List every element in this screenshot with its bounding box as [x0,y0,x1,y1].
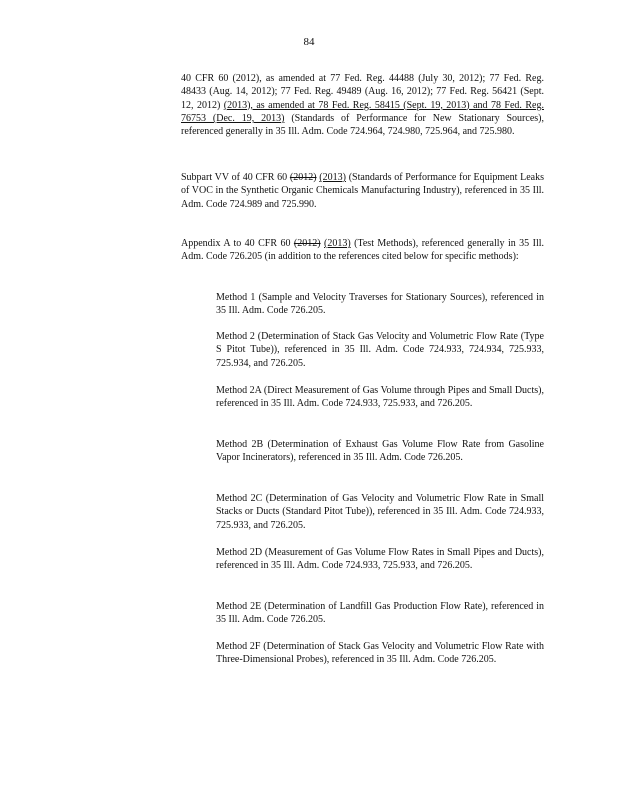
paragraph-text: Appendix A to 40 CFR 60 [181,238,294,249]
method-1-entry: Method 1 (Sample and Velocity Traverses for Stationary Sources), referenced in 35 Ill. Adm. Code 726.205. [216,292,544,317]
inserted-text: (2013) [324,238,351,249]
inserted-text: (2013), as amended at 78 Fed. Reg. 58415 (Sept. 19, 2013) and 78 Fed. Reg. 76753 (Dec. 19, 2013) [181,99,544,124]
inserted-text: (2013) [319,172,346,183]
paragraph-text: (Test Methods), referenced generally in 35 Ill. Adm. Code 726.205 (in addition to the references cited below for specific methods): [181,238,545,263]
paragraph-text: (Standards of Performance for Equipment Leaks of VOC in the Synthetic Organic Chemicals Manufacturing Industry), referenced in 35 Ill. Adm. Code 724.989 and 725.990. [181,172,545,210]
method-2b-entry: Method 2B (Determination of Exhaust Gas Volume Flow Rate from Gasoline Vapor Incinerators), referenced in 35 Ill. Adm. Code 726.205. [216,439,544,464]
struck-text: (2012) [293,238,321,249]
method-2-entry: Method 2 (Determination of Stack Gas Velocity and Volumetric Flow Rate (Type S Pitot Tube)), referenced in 35 Ill. Adm. Code 724.933, 724.934, 725.933, 725.934, and 726.205. [216,331,544,369]
page-number: 84 [303,36,315,48]
paragraph-40-cfr-60 [181,72,544,138]
method-2e-entry: Method 2E (Determination of Landfill Gas Production Flow Rate), referenced in 35 Ill. Adm. Code 726.205. [216,601,544,626]
paragraph-appendix-a [181,237,544,264]
paragraph-subpart-vv [181,171,544,211]
paragraph-text: 40 CFR 60 (2012), as amended at 77 Fed. Reg. 44488 (July 30, 2012); 77 Fed. Reg. 48433 (Aug. 14, 2012); 77 Fed. Reg. 49489 (Aug. 16, 2012); 77 Fed. Reg. 56421 (Sept. 12, 2012) [181,73,544,111]
method-2d-entry: Method 2D (Measurement of Gas Volume Flow Rates in Small Pipes and Ducts), referenced in 35 Ill. Adm. Code 724.933, 725.933, and 726.205. [216,547,544,572]
paragraph-text: Subpart VV of 40 CFR 60 [181,172,290,183]
method-2f-entry: Method 2F (Determination of Stack Gas Velocity and Volumetric Flow Rate with Three-Dimensional Probes), referenced in 35 Ill. Adm. Code 726.205. [216,641,544,666]
method-2c-entry: Method 2C (Determination of Gas Velocity and Volumetric Flow Rate in Small Stacks or Ducts (Standard Pitot Tube)), referenced in 35 Ill. Adm. Code 724.933, 725.933, and 726.205. [216,493,544,531]
method-2a-entry: Method 2A (Direct Measurement of Gas Volume through Pipes and Small Ducts), referenced in 35 Ill. Adm. Code 724.933, 725.933, and 726.205. [216,385,544,410]
struck-text: (2012) [289,172,317,183]
paragraph-text: (Standards of Performance for New Stationary Sources), referenced generally in 35 Ill. Adm. Code 724.964, 724.980, 725.964, and 725.980. [181,112,544,138]
